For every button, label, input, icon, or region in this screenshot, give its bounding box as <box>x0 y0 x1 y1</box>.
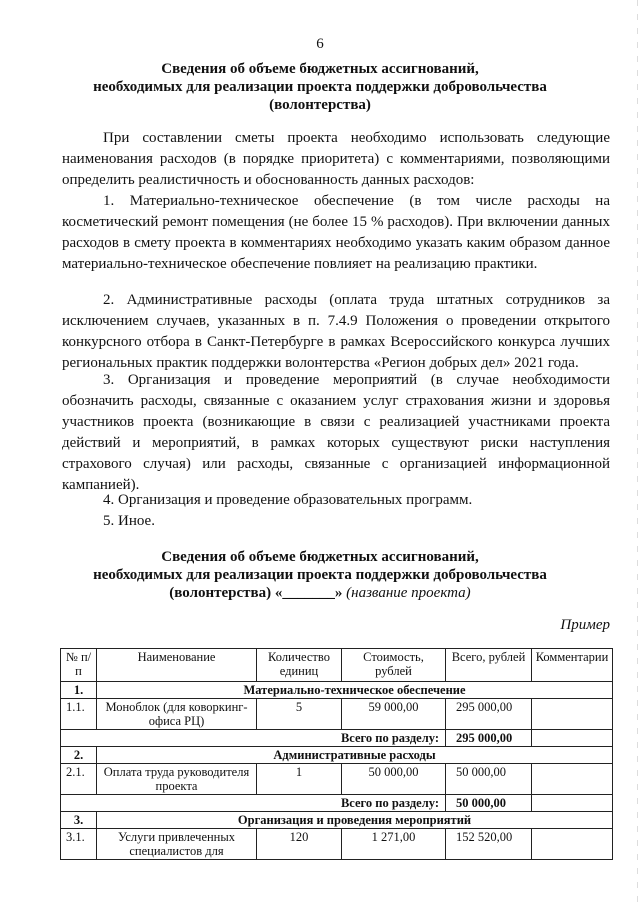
total-empty <box>532 730 613 747</box>
total-value: 295 000,00 <box>446 730 532 747</box>
cell-cost: 59 000,00 <box>342 699 446 730</box>
heading-line <box>0 584 640 602</box>
list-item-1: 1. Материально-техническое обеспечение (в том числе расходы на косметический ремонт помещения (не более 15 % расходов). При включении данных расходов в смету проекта в комментариях необходимо указать каким образом данное материально-техническое обеспечение повлияет на реализацию практики. <box>62 193 610 272</box>
cell-cost: 1 271,00 <box>342 829 446 860</box>
list-item-4: 4. Организация и проведение образовательных программ. <box>103 492 473 508</box>
total-label: Всего по разделу: <box>61 730 446 747</box>
budget-table <box>60 648 613 860</box>
col-header-num: № п/п <box>61 649 97 682</box>
heading-line: Сведения об объеме бюджетных ассигнований, <box>161 549 479 565</box>
col-header-cost: Стоимость, рублей <box>342 649 446 682</box>
table-total-row <box>61 730 613 747</box>
table-row <box>61 829 613 860</box>
section-title: Организация и проведения мероприятий <box>97 812 613 829</box>
section-title: Материально-техническое обеспечение <box>97 682 613 699</box>
cell-name: Моноблок (для коворкинг-офиса РЦ) <box>97 699 257 730</box>
section-heading-project-budget <box>0 548 640 602</box>
cell-comment <box>532 829 613 860</box>
cell-num: 2.1. <box>61 764 97 795</box>
cell-comment <box>532 699 613 730</box>
col-header-total: Всего, рублей <box>446 649 532 682</box>
heading-project-name-hint: (название проекта) <box>342 585 471 601</box>
scan-edge-mark <box>637 0 638 905</box>
cell-name: Услуги привлеченных специалистов для <box>97 829 257 860</box>
section-title: Административные расходы <box>97 747 613 764</box>
total-empty <box>532 795 613 812</box>
col-header-name: Наименование <box>97 649 257 682</box>
col-header-comments: Комментарии <box>532 649 613 682</box>
section-num: 3. <box>61 812 97 829</box>
table-row <box>61 699 613 730</box>
table-row <box>61 764 613 795</box>
heading-project-placeholder: (волонтерства) «_______» <box>169 585 343 601</box>
cell-num: 3.1. <box>61 829 97 860</box>
example-label: Пример <box>560 617 610 633</box>
table-total-row <box>61 795 613 812</box>
section-num: 1. <box>61 682 97 699</box>
cell-name: Оплата труда руководителя проекта <box>97 764 257 795</box>
intro-paragraph: При составлении сметы проекта необходимо использовать следующие наименования расходов (в порядке приоритета) с комментариями, позволяющими определить реалистичность и обоснованность данных расходов: <box>62 130 610 188</box>
cell-qty: 120 <box>257 829 342 860</box>
heading-line: необходимых для реализации проекта поддержки добровольчества <box>93 567 547 583</box>
section-num: 2. <box>61 747 97 764</box>
heading-line: Сведения об объеме бюджетных ассигнований, <box>161 61 479 77</box>
list-item-2: 2. Административные расходы (оплата труда штатных сотрудников за исключением случаев, указанных в п. 7.4.9 Положения о проведении открытого конкурсного отбора в Санкт-Петербурге в рамках Всероссийского конкурса лучших региональных практик поддержки волонтерства «Регион добрых дел» 2021 года. <box>62 292 610 371</box>
cell-comment <box>532 764 613 795</box>
list-item-5: 5. Иное. <box>103 513 155 529</box>
heading-line: необходимых для реализации проекта поддержки добровольчества <box>93 79 547 95</box>
list-item-3: 3. Организация и проведение мероприятий (в случае необходимости обозначить расходы, связанные с оказанием услуг страхования жизни и здоровья участников проекта (возникающие в связи с реализацией участниками проекта действий и мероприятий, в рамках которых существуют риски наступления страхового случая) или расходы, связанные с организацией информационной кампанией). <box>62 372 610 493</box>
total-value: 50 000,00 <box>446 795 532 812</box>
page-number: 6 <box>316 36 324 52</box>
table-section-row <box>61 682 613 699</box>
col-header-qty: Количество единиц <box>257 649 342 682</box>
table-section-row <box>61 747 613 764</box>
cell-total: 295 000,00 <box>446 699 532 730</box>
cell-cost: 50 000,00 <box>342 764 446 795</box>
cell-total: 152 520,00 <box>446 829 532 860</box>
cell-qty: 5 <box>257 699 342 730</box>
cell-qty: 1 <box>257 764 342 795</box>
cell-num: 1.1. <box>61 699 97 730</box>
table-header-row <box>61 649 613 682</box>
section-heading-budget <box>0 60 640 114</box>
cell-total: 50 000,00 <box>446 764 532 795</box>
total-label: Всего по разделу: <box>61 795 446 812</box>
heading-line: (волонтерства) <box>269 97 371 113</box>
table-section-row <box>61 812 613 829</box>
